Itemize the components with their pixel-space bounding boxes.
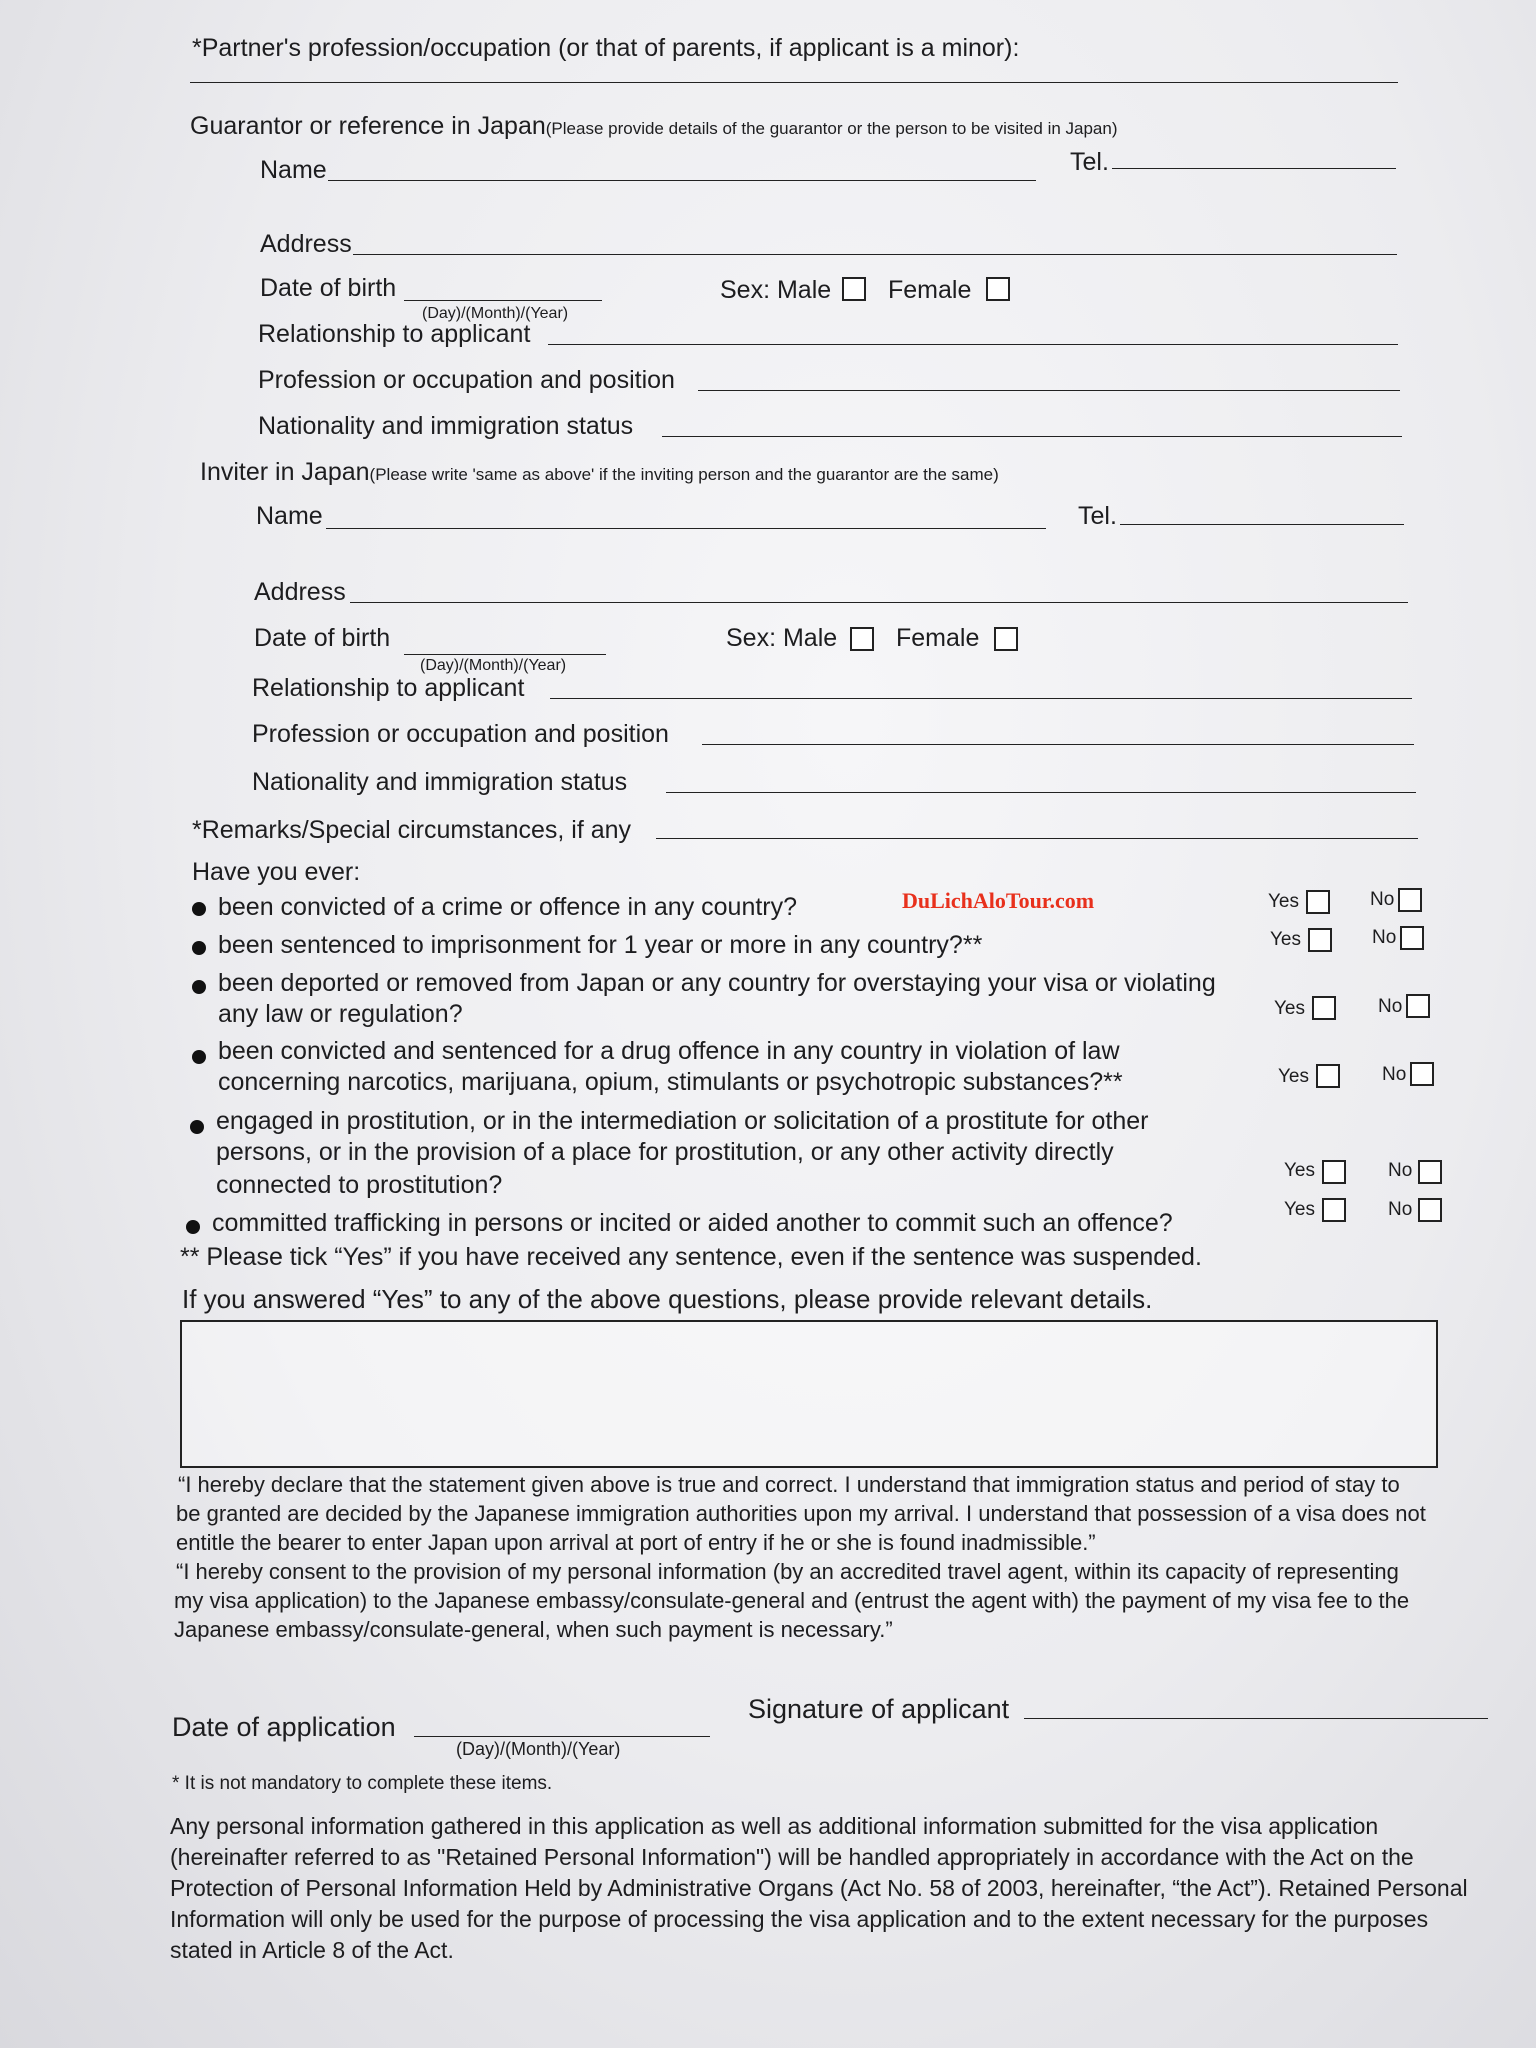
- details-prompt: If you answered “Yes” to any of the above questions, please provide relevant details.: [182, 1284, 1153, 1314]
- guarantor-relationship-field[interactable]: [548, 344, 1398, 345]
- declaration-line-1: “I hereby declare that the statement given above is true and correct. I understand that immigration status and period of stay to: [178, 1472, 1400, 1497]
- partner-occupation-label: *Partner's profession/occupation (or that of parents, if applicant is a minor):: [192, 34, 1020, 62]
- guarantor-nationality-field[interactable]: [662, 436, 1402, 437]
- guarantor-female-label: Female: [888, 276, 972, 304]
- question-4-text-line-2: concerning narcotics, marijuana, opium, stimulants or psychotropic substances?**: [218, 1068, 1123, 1096]
- watermark: DuLichAloTour.com: [902, 888, 1095, 913]
- question-6-yes-label: Yes: [1284, 1199, 1315, 1220]
- guarantor-heading: [190, 114, 1118, 139]
- guarantor-dob-field[interactable]: [404, 300, 602, 301]
- inviter-dob-hint: (Day)/(Month)/(Year): [420, 657, 567, 674]
- question-3-yes-label: Yes: [1274, 998, 1305, 1019]
- inviter-tel-field[interactable]: [1120, 524, 1404, 525]
- question-5-text-line-2: persons, or in the provision of a place for prostitution, or any other activity directly: [216, 1138, 1114, 1166]
- inviter-profession-field[interactable]: [702, 744, 1414, 745]
- question-4-no-label: No: [1382, 1064, 1407, 1085]
- declaration-line-3: entitle the bearer to enter Japan upon arrival at port of entry if he or she is found inadmissible.”: [176, 1530, 1096, 1555]
- inviter-male-checkbox[interactable]: [850, 627, 874, 651]
- not-mandatory-note: * It is not mandatory to complete these items.: [172, 1773, 553, 1794]
- inviter-heading: [200, 460, 999, 485]
- questions-heading: Have you ever:: [192, 858, 361, 886]
- inviter-name-field[interactable]: [326, 528, 1046, 529]
- inviter-address-label: Address: [254, 578, 346, 606]
- inviter-relationship-label: Relationship to applicant: [252, 674, 525, 702]
- guarantor-profession-field[interactable]: [698, 390, 1400, 391]
- guarantor-dob-hint: (Day)/(Month)/(Year): [422, 305, 569, 322]
- question-5-no-checkbox[interactable]: [1418, 1160, 1442, 1184]
- guarantor-address-field[interactable]: [353, 254, 1397, 255]
- question-5-no-label: No: [1388, 1160, 1413, 1181]
- question-6-no-checkbox[interactable]: [1418, 1198, 1442, 1222]
- question-bullet: [192, 902, 206, 916]
- inviter-female-checkbox[interactable]: [994, 627, 1018, 651]
- question-6-yes-checkbox[interactable]: [1322, 1198, 1346, 1222]
- question-3-no-label: No: [1378, 996, 1403, 1017]
- date-of-application-label: Date of application: [172, 1712, 396, 1742]
- guarantor-address-label: Address: [260, 230, 352, 258]
- signature-field[interactable]: [1024, 1718, 1488, 1719]
- guarantor-male-checkbox[interactable]: [842, 277, 866, 301]
- question-5-yes-checkbox[interactable]: [1322, 1160, 1346, 1184]
- inviter-nationality-field[interactable]: [666, 792, 1416, 793]
- inviter-nationality-label: Nationality and immigration status: [252, 768, 628, 796]
- inviter-address-field[interactable]: [350, 602, 1408, 603]
- question-6-no-label: No: [1388, 1199, 1413, 1220]
- questions-footnote: ** Please tick “Yes” if you have received any sentence, even if the sentence was suspended.: [180, 1243, 1202, 1271]
- question-3-text-line-2: any law or regulation?: [218, 1000, 463, 1028]
- question-4-text-line-1: been convicted and sentenced for a drug offence in any country in violation of law: [218, 1037, 1120, 1065]
- question-1-text: been convicted of a crime or offence in any country?: [218, 893, 798, 921]
- question-1-no-checkbox[interactable]: [1398, 888, 1422, 912]
- question-bullet: [186, 1220, 200, 1234]
- privacy-line-1: Any personal information gathered in this application as well as additional information submitted for the visa application: [170, 1813, 1379, 1839]
- question-5-yes-label: Yes: [1284, 1160, 1315, 1181]
- question-2-text: been sentenced to imprisonment for 1 year or more in any country?**: [218, 931, 983, 959]
- inviter-dob-label: Date of birth: [254, 624, 391, 652]
- inviter-name-label: Name: [256, 502, 323, 530]
- declaration-line-6: Japanese embassy/consulate-general, when such payment is necessary.”: [174, 1617, 893, 1642]
- question-1-yes-checkbox[interactable]: [1306, 890, 1330, 914]
- guarantor-tel-label: Tel.: [1070, 148, 1109, 176]
- question-1-no-label: No: [1370, 889, 1395, 910]
- declaration-line-2: be granted are decided by the Japanese immigration authorities upon my arrival. I understand that possession of a visa does not: [176, 1501, 1426, 1526]
- question-4-yes-label: Yes: [1278, 1066, 1309, 1087]
- inviter-relationship-field[interactable]: [550, 698, 1412, 699]
- inviter-sex-male-label: Sex: Male: [726, 624, 838, 652]
- guarantor-name-label: Name: [260, 156, 327, 184]
- declaration-line-5: my visa application) to the Japanese embassy/consulate-general and (entrust the agent with) the payment of my visa fee to the: [174, 1588, 1410, 1613]
- inviter-female-label: Female: [896, 624, 980, 652]
- question-1-yes-label: Yes: [1268, 891, 1299, 912]
- declaration-line-4: “I hereby consent to the provision of my personal information (by an accredited travel agent, within its capacity of representing: [176, 1559, 1399, 1584]
- question-4-yes-checkbox[interactable]: [1316, 1064, 1340, 1088]
- date-of-application-field[interactable]: [414, 1736, 710, 1737]
- remarks-field[interactable]: [656, 838, 1418, 839]
- question-2-no-checkbox[interactable]: [1400, 926, 1424, 950]
- guarantor-tel-field[interactable]: [1112, 168, 1396, 169]
- question-2-yes-checkbox[interactable]: [1308, 928, 1332, 952]
- guarantor-sex-male-label: Sex: Male: [720, 276, 832, 304]
- guarantor-note: (Please provide details of the guarantor or the person to be visited in Japan): [545, 119, 1118, 138]
- privacy-line-3: Protection of Personal Information Held by Administrative Organs (Act No. 58 of 2003, hereinafter, “the Act”). Retained Personal: [170, 1875, 1468, 1901]
- guarantor-name-field[interactable]: [328, 180, 1036, 181]
- guarantor-profession-label: Profession or occupation and position: [258, 366, 675, 394]
- remarks-label: *Remarks/Special circumstances, if any: [192, 816, 632, 844]
- guarantor-relationship-label: Relationship to applicant: [258, 320, 531, 348]
- signature-label: Signature of applicant: [748, 1694, 1010, 1724]
- question-bullet: [192, 980, 206, 994]
- privacy-line-5: stated in Article 8 of the Act.: [170, 1937, 454, 1963]
- question-bullet: [192, 1050, 206, 1064]
- guarantor-dob-label: Date of birth: [260, 274, 397, 302]
- question-3-no-checkbox[interactable]: [1406, 994, 1430, 1018]
- inviter-heading-text: Inviter in Japan: [200, 458, 370, 486]
- question-bullet: [190, 1120, 204, 1134]
- inviter-tel-label: Tel.: [1078, 502, 1117, 530]
- details-text-box[interactable]: [180, 1320, 1438, 1468]
- question-3-yes-checkbox[interactable]: [1312, 996, 1336, 1020]
- question-bullet: [192, 941, 206, 955]
- question-2-yes-label: Yes: [1270, 929, 1301, 950]
- guarantor-female-checkbox[interactable]: [986, 277, 1010, 301]
- date-of-application-hint: (Day)/(Month)/(Year): [456, 1739, 621, 1759]
- question-5-text-line-3: connected to prostitution?: [216, 1171, 503, 1199]
- inviter-dob-field[interactable]: [404, 654, 606, 655]
- question-5-text-line-1: engaged in prostitution, or in the intermediation or solicitation of a prostitute for other: [216, 1107, 1149, 1135]
- privacy-line-2: (hereinafter referred to as "Retained Personal Information") will be handled appropriately in accordance with the Act on the: [170, 1844, 1414, 1870]
- question-4-no-checkbox[interactable]: [1410, 1062, 1434, 1086]
- guarantor-heading-text: Guarantor or reference in Japan: [190, 112, 546, 140]
- inviter-profession-label: Profession or occupation and position: [252, 720, 669, 748]
- partner-occupation-field[interactable]: [190, 82, 1398, 83]
- question-2-no-label: No: [1372, 927, 1397, 948]
- guarantor-nationality-label: Nationality and immigration status: [258, 412, 634, 440]
- question-6-text: committed trafficking in persons or incited or aided another to commit such an offence?: [212, 1209, 1173, 1237]
- inviter-note: (Please write 'same as above' if the inviting person and the guarantor are the same): [369, 465, 999, 484]
- question-3-text-line-1: been deported or removed from Japan or any country for overstaying your visa or violating: [218, 969, 1216, 997]
- privacy-line-4: Information will only be used for the purpose of processing the visa application and to the extent necessary for the purposes: [170, 1906, 1429, 1932]
